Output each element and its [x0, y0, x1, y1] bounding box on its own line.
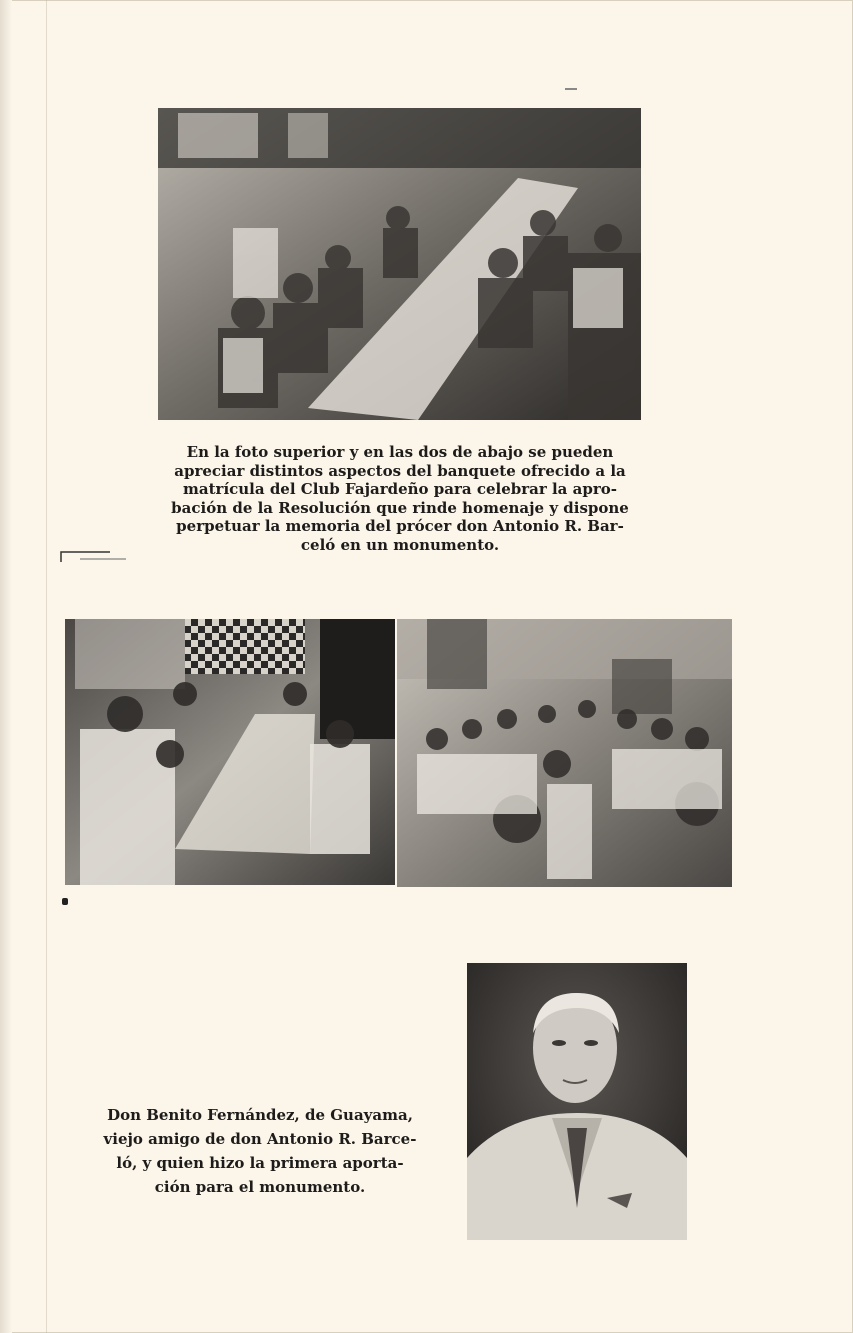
caption-line: Don Benito Fernández, de Guayama, — [107, 1106, 413, 1124]
caption-line: matrícula del Club Fajardeño para celebrar la apro- — [183, 480, 617, 498]
caption-line: celó en un monumento. — [300, 535, 500, 554]
caption-line: ló, y quien hizo la primera aporta- — [116, 1154, 404, 1172]
caption-line: viejo amigo de don Antonio R. Barce- — [103, 1130, 417, 1148]
portrait-photo-image — [467, 963, 687, 1240]
print-mark — [565, 88, 577, 90]
caption-line: En la foto superior y en las dos de abajo se pueden — [186, 443, 614, 461]
banquet-photo-right — [397, 619, 732, 887]
banquet-photo-right-image — [397, 619, 732, 887]
page-fold-line — [46, 0, 47, 1333]
page-edge-shadow — [0, 0, 12, 1333]
caption-line: bación de la Resolución que rinde homenaje y dispone — [171, 498, 629, 517]
banquet-photo-left-image — [65, 619, 395, 885]
print-corner-mark — [60, 549, 128, 563]
caption-line: apreciar distintos aspectos del banquete ofrecido a la — [174, 461, 626, 480]
banquet-caption — [150, 443, 650, 554]
print-dot — [62, 898, 68, 905]
portrait-caption — [80, 1103, 440, 1199]
banquet-photo-top-image — [158, 108, 641, 420]
caption-line: ción para el monumento. — [154, 1178, 366, 1196]
caption-line: perpetuar la memoria del prócer don Antonio R. Bar- — [176, 517, 624, 535]
banquet-photo-top — [158, 108, 641, 420]
banquet-photo-left — [65, 619, 395, 885]
portrait-photo — [467, 963, 687, 1240]
